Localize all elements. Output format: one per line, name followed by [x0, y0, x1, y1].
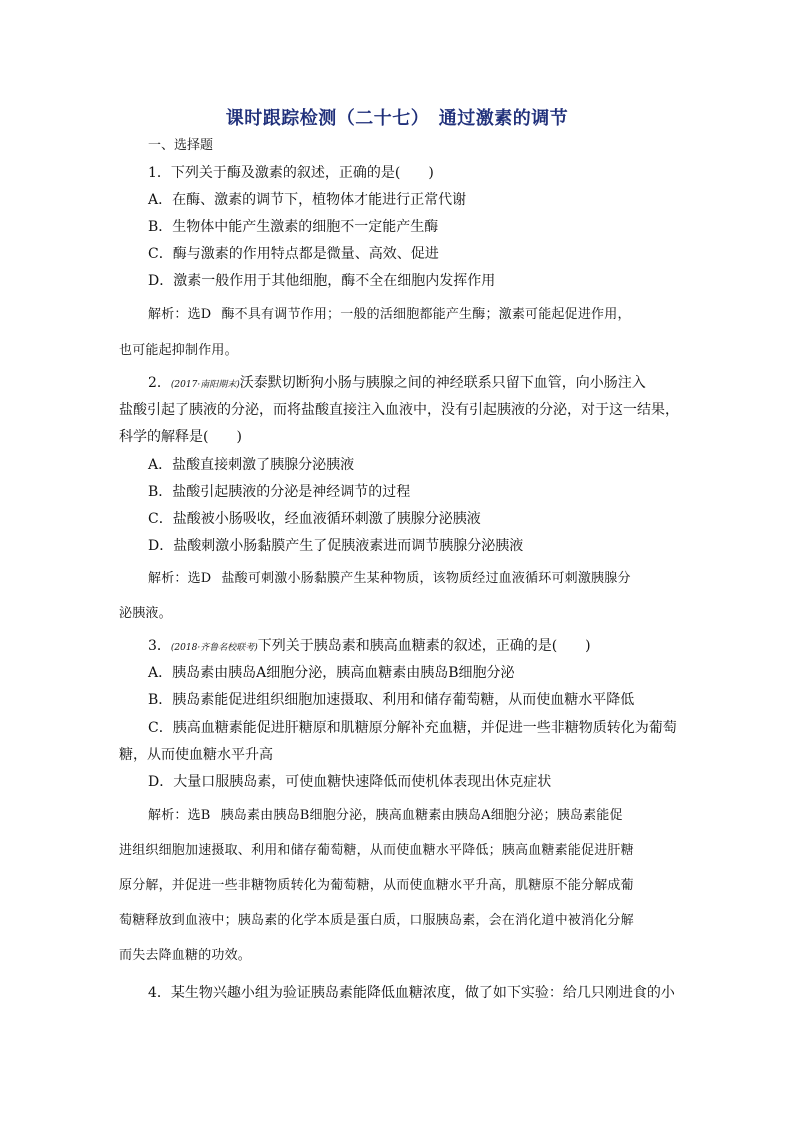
q3-answer-label: 解析：选B: [148, 808, 211, 823]
q1-answer-line-2: 也可能起抑制作用。: [119, 343, 238, 358]
q3-stem-text: 下列关于胰岛素和胰高血糖素的叙述，正确的是( ): [257, 638, 591, 654]
q2-answer-line-1: [148, 569, 631, 589]
q3-answer-line-1: [148, 806, 623, 826]
q4-stem: 4．某生物兴趣小组为验证胰岛素能降低血糖浓度，做了如下实验：给几只刚进食的小: [148, 985, 675, 1001]
q1-answer-label: 解析：选D: [148, 307, 212, 322]
q1-option-b: B．生物体中能产生激素的细胞不一定能产生酶: [148, 219, 439, 235]
section-heading: 一、选择题: [148, 138, 214, 153]
page-title: 课时跟踪检测（二十七） 通过激素的调节: [225, 108, 569, 129]
q3-answer-line-2: 进组织细胞加速摄取、利用和储存葡萄糖，从而使血糖水平降低；胰高血糖素能促进肝糖: [119, 843, 634, 858]
q3-option-b: B．胰岛素能促进组织细胞加速摄取、利用和储存葡萄糖，从而使血糖水平降低: [148, 692, 635, 708]
q3-answer-text: 胰岛素由胰岛B细胞分泌，胰高血糖素由胰岛A细胞分泌；胰岛素能促: [220, 808, 623, 823]
q2-number: 2．: [148, 375, 171, 391]
q2-answer-line-2: 泌胰液。: [119, 606, 172, 621]
q3-option-c-line-1: C．胰高血糖素能促进肝糖原和肌糖原分解补充血糖，并促进一些非糖物质转化为葡萄: [148, 720, 677, 736]
q2-option-a: A．盐酸直接刺激了胰腺分泌胰液: [148, 457, 355, 473]
q2-stem-text: 沃泰默切断狗小肠与胰腺之间的神经联系只留下血管，向小肠注入: [239, 375, 646, 391]
q2-stem-line-3: 科学的解释是( ): [119, 429, 242, 445]
q3-stem: [148, 636, 591, 658]
q1-option-c: C．酶与激素的作用特点都是微量、高效、促进: [148, 246, 439, 262]
q3-option-d: D．大量口服胰岛素，可使血糖快速降低而使机体表现出休克症状: [148, 774, 552, 790]
q2-option-b: B．盐酸引起胰液的分泌是神经调节的过程: [148, 484, 411, 500]
q3-option-a: A．胰岛素由胰岛A细胞分泌，胰高血糖素由胰岛B细胞分泌: [148, 665, 515, 681]
q2-stem-line-2: 盐酸引起了胰液的分泌，而将盐酸直接注入血液中，没有引起胰液的分泌，对于这一结果，: [119, 402, 679, 418]
q1-answer-text: 酶不具有调节作用；一般的活细胞都能产生酶；激素可能起促进作用，: [221, 307, 631, 322]
q3-answer-line-4: 萄糖释放到血液中；胰岛素的化学本质是蛋白质，口服胰岛素，会在消化道中被消化分解: [119, 913, 634, 928]
q3-option-c-line-2: 糖，从而使血糖水平升高: [119, 747, 273, 763]
q1-answer-line-1: [148, 305, 631, 325]
q1-option-d: D．激素一般作用于其他细胞，酶不全在细胞内发挥作用: [148, 273, 496, 289]
q3-number: 3．: [148, 638, 171, 654]
q3-source: (2018·齐鲁名校联考): [170, 643, 258, 653]
q1-stem: 1．下列关于酶及激素的叙述，正确的是( ): [148, 165, 434, 181]
q3-answer-line-3: 原分解，并促进一些非糖物质转化为葡萄糖，从而使血糖水平升高，肌糖原不能分解成葡: [119, 878, 634, 893]
q3-answer-line-5: 而失去降血糖的功效。: [119, 948, 252, 963]
q1-option-a: A．在酶、激素的调节下，植物体才能进行正常代谢: [148, 192, 467, 208]
q2-answer-text: 盐酸可刺激小肠黏膜产生某种物质，该物质经过血液循环可刺激胰腺分: [221, 571, 631, 586]
q2-source: (2017·南阳期末): [170, 380, 240, 390]
q2-answer-label: 解析：选D: [148, 571, 212, 586]
q2-stem-line-1: [148, 373, 646, 395]
q2-option-c: C．盐酸被小肠吸收，经血液循环刺激了胰腺分泌胰液: [148, 511, 481, 527]
q2-option-d: D．盐酸刺激小肠黏膜产生了促胰液素进而调节胰腺分泌胰液: [148, 538, 524, 554]
